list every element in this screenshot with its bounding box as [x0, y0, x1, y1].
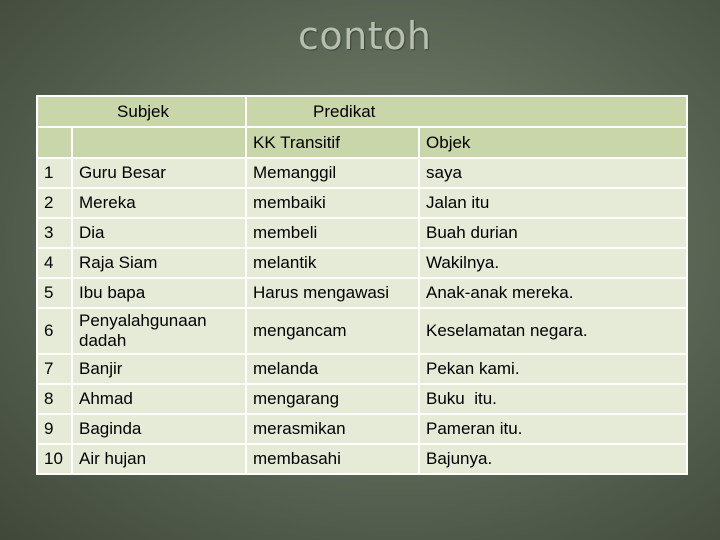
cell-objek: Jalan itu	[419, 188, 687, 218]
cell-objek: Buku itu.	[419, 384, 687, 414]
cell-kk-transitif: mengancam	[246, 308, 419, 354]
cell-kk-transitif: merasmikan	[246, 414, 419, 444]
cell-kk-transitif: mengarang	[246, 384, 419, 414]
table-row	[37, 158, 687, 188]
table-row	[37, 218, 687, 248]
cell-kk-transitif: membeli	[246, 218, 419, 248]
cell-kk-transitif: Memanggil	[246, 158, 419, 188]
header-predikat: Predikat	[246, 96, 687, 127]
cell-kk-transitif: Harus mengawasi	[246, 278, 419, 308]
row-number: 3	[37, 218, 72, 248]
table-row	[37, 278, 687, 308]
table-row	[37, 354, 687, 384]
cell-subjek: Guru Besar	[72, 158, 246, 188]
row-number: 5	[37, 278, 72, 308]
cell-kk-transitif: membaiki	[246, 188, 419, 218]
cell-subjek: Air hujan	[72, 444, 246, 474]
cell-subjek: Ibu bapa	[72, 278, 246, 308]
cell-objek: Pameran itu.	[419, 414, 687, 444]
header-blank-no	[37, 127, 72, 158]
table-row	[37, 248, 687, 278]
cell-objek: Wakilnya.	[419, 248, 687, 278]
row-number: 6	[37, 308, 72, 354]
header-kk-transitif: KK Transitif	[246, 127, 419, 158]
cell-subjek: Baginda	[72, 414, 246, 444]
row-number: 7	[37, 354, 72, 384]
row-number: 4	[37, 248, 72, 278]
row-number: 1	[37, 158, 72, 188]
cell-objek: Buah durian	[419, 218, 687, 248]
cell-subjek: Mereka	[72, 188, 246, 218]
table-row	[37, 444, 687, 474]
cell-subjek: Ahmad	[72, 384, 246, 414]
cell-subjek: Dia	[72, 218, 246, 248]
table-row	[37, 384, 687, 414]
cell-subjek: Banjir	[72, 354, 246, 384]
cell-objek: Keselamatan negara.	[419, 308, 687, 354]
cell-subjek: Raja Siam	[72, 248, 246, 278]
cell-objek: Anak-anak mereka.	[419, 278, 687, 308]
table-row	[37, 188, 687, 218]
cell-kk-transitif: melantik	[246, 248, 419, 278]
row-number: 9	[37, 414, 72, 444]
row-number: 8	[37, 384, 72, 414]
cell-objek: Bajunya.	[419, 444, 687, 474]
header-objek: Objek	[419, 127, 687, 158]
table-row	[37, 414, 687, 444]
header-subjek: Subjek	[37, 96, 246, 127]
header-blank-subjek	[72, 127, 246, 158]
cell-subjek: Penyalahgunaan dadah	[72, 308, 246, 354]
cell-kk-transitif: melanda	[246, 354, 419, 384]
subject-predicate-table	[36, 95, 688, 475]
cell-kk-transitif: membasahi	[246, 444, 419, 474]
header-row-1	[37, 96, 687, 127]
row-number: 2	[37, 188, 72, 218]
row-number: 10	[37, 444, 72, 474]
table-row	[37, 308, 687, 354]
cell-objek: Pekan kami.	[419, 354, 687, 384]
cell-objek: saya	[419, 158, 687, 188]
header-row-2	[37, 127, 687, 158]
slide-title: contoh	[298, 14, 432, 58]
